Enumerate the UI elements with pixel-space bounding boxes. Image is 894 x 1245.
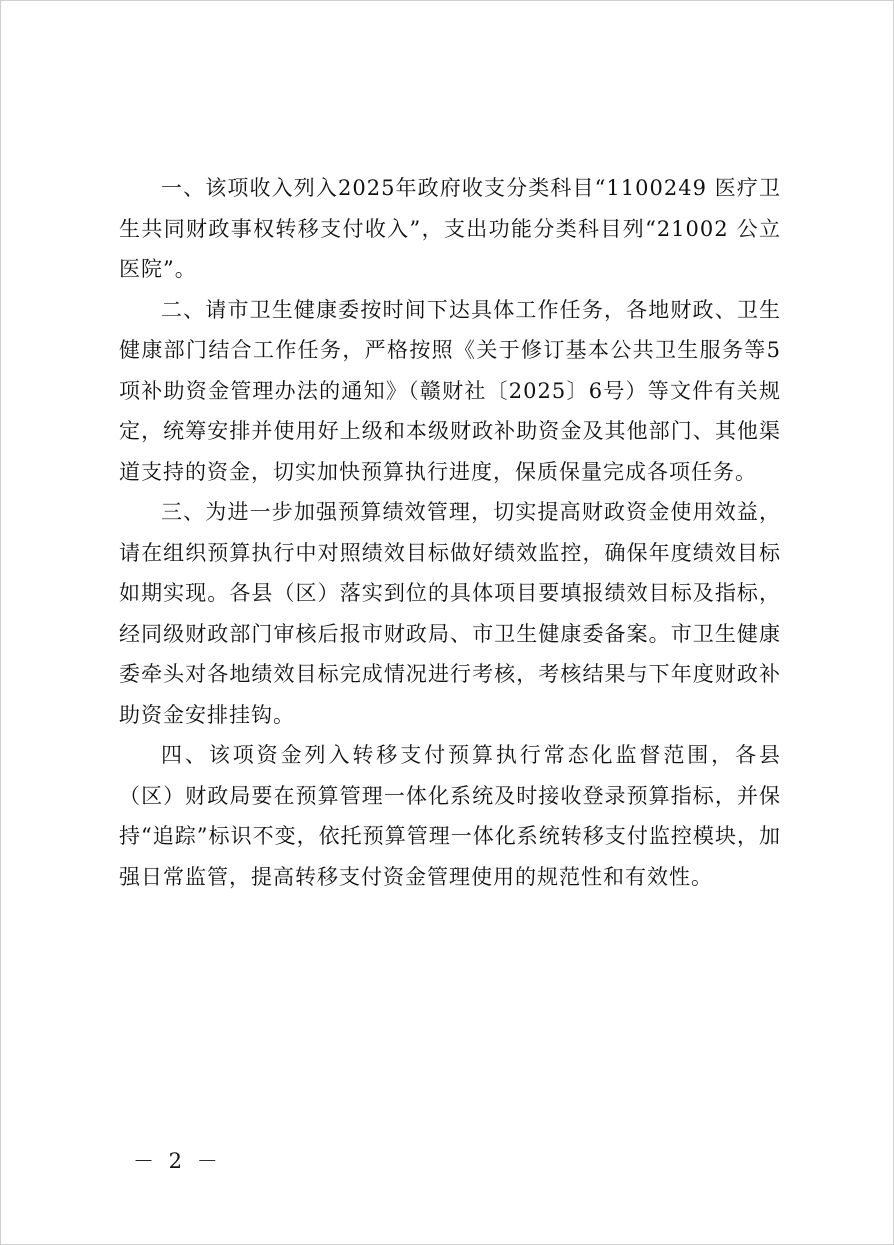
paragraph-2: 二、请市卫生健康委按时间下达具体工作任务，各地财政、卫生健康部门结合工作任务，严格按照《关于修订基本公共卫生服务等5项补助资金管理办法的通知》（赣财社〔2025〕6号）等文件有关规定，统筹安排并使用好上级和本级财政补助资金及其他部门、其他渠道支持的资金，切实加快预算执行进度，保质保量完成各项任务。 [119, 297, 781, 484]
paragraph-1: 一、该项收入列入2025年政府收支分类科目“1100249 医疗卫生共同财政事权转移支付收入”，支出功能分类科目列“21002 公立医院”。 [119, 176, 781, 281]
paragraph-3: 三、为进一步加强预算绩效管理，切实提高财政资金使用效益，请在组织预算执行中对照绩效目标做好绩效监控，确保年度绩效目标如期实现。各县（区）落实到位的具体项目要填报绩效目标及指标，经同级财政部门审核后报市财政局、市卫生健康委备案。市卫生健康委牵头对各地绩效目标完成情况进行考核，考核结果与下年度财政补助资金安排挂钩。 [119, 500, 781, 727]
page-number: － 2 － [133, 1149, 222, 1173]
paragraph-4: 四、该项资金列入转移支付预算执行常态化监督范围，各县（区）财政局要在预算管理一体化系统及时接收登录预算指标，并保持“追踪”标识不变，依托预算管理一体化系统转移支付监控模块，加强日常监管，提高转移支付资金管理使用的规范性和有效性。 [119, 743, 781, 889]
document-body [119, 168, 781, 897]
